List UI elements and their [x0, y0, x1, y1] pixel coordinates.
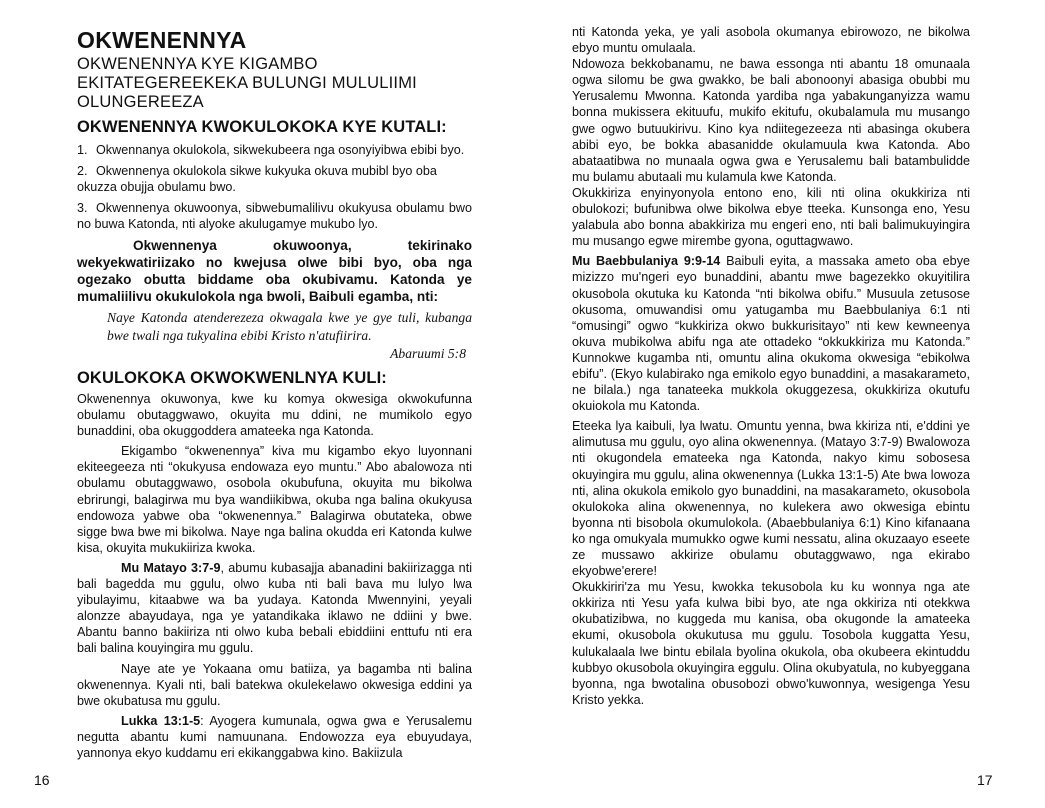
- body-paragraph: Okukkiriri'za mu Yesu, kwokka tekusobola ku ku wonnya nga ate okkiriza nti Yesu yafa kulwa bibi byo, ate nga okkiriza nti otekkwa okubatizibwa, no kuggeda mu kanisa, oba okugonde la amateeka ekumi, okusobola okukutusa mu ggulu. Tosobola kuggatta Yesu, kulukalaala lwe bintu ebilala byolina okukola, oba okubeera ekintuddu kubbyo okusobola okuyingira eggulu. Olina okubyatula, no kubyeggana byonna, nga bwotalina obusobozi obwo'kuwonnya, wesigenga Yesu Kristo yekka.: [572, 580, 970, 707]
- list-item-number: 1.: [77, 143, 88, 157]
- section-heading-not: OKWENENNYA KWOKULOKOKA KYE KUTALI:: [77, 118, 447, 136]
- list-item-number: 3.: [77, 201, 88, 215]
- list-item-text: Okwennanya okulokola, sikwekubeera nga osonyiyibwa ebibi byo.: [96, 143, 465, 157]
- list-item: [77, 163, 472, 195]
- list-item: [77, 200, 472, 232]
- list-item: [77, 142, 472, 158]
- list-item-number: 2.: [77, 164, 88, 178]
- page-number-left: 16: [34, 772, 50, 788]
- body-paragraph: Eteeka lya kaibuli, lya lwatu. Omuntu yenna, bwa kkiriza nti, e'ddini ye alimutusa mu ggulu, oyo alina okwenennya. (Matayo 3:7-9) Bwalowoza nti okugondela emateeka nga Katonda, nakyo kimu sobosesa okuyingira mu ggulu, alina okwenennya (Lukka 13:1-5) Ate bwa lowoza nti, alina okukola emikolo gyo bunaddini, na masakarameto, okusobola okulokoka alina okwenennya, no kulekera awo okwesiga ebintu byonna nti bisobola okumulokola. (Abaebbulaniya 6:1) Kino kifanaana ko nga omukyala mumukko ogwe kumi nessatu, alina okuzaayo eseete ze mussawo akkirize obulamu obutaggwawo, nga ekirabo ekyobwe'erere!: [572, 419, 970, 579]
- section-heading-is: OKULOKOKA OKWOKWENLNYA KULI:: [77, 369, 387, 387]
- paragraph-text: : Ayogera kumunala, ogwa gwa e Yerusalemu neguttа abantu kumi namuunana. Endowozza eya ebuyudaya, yannonya ekyo kuddamu eri ekikanggabwa kino. Bakiizula: [77, 713, 472, 760]
- scripture-citation: Abaruumi 5:8: [390, 346, 466, 361]
- list-item-text: Okwennenya okulokola sikwe kukyuka okuva mubibl byo oba okuzza obujja obulamu bwo.: [77, 164, 437, 194]
- negation-list: [77, 142, 472, 232]
- body-paragraph: [572, 253, 970, 414]
- emphasis-paragraph: Okwennenya okuwoonya, tekirinako wekyekwatiriizako no kwejusa olwe bibi byo, oba nga ogezako obutta biddame oba okubivamu. Katonda ye mumaliilivu okukulokola nga bwoli, Baibuli egamba, nti:: [77, 238, 472, 304]
- scripture-reference: Mu Matayo 3:7-9: [121, 560, 221, 575]
- body-paragraph: [77, 560, 472, 657]
- list-item-text: Okwennenya okuwoonya, sibwebumalilivu okukyusa obulamu bwo no buwa Katonda, nti alyoke akulugamye mukubo lyo.: [77, 201, 472, 231]
- paragraph-text: , abumu kubasajja abanadini bakiirizagga nti bali bagedda mu ggulu, olwo kuba nti bali bava mu lulyo lwa yibulayimu, kitaabwe wa ba yudaya. Katonda Mwennyini, yeyali alonzze abayudaya, nga ye yatandikaka iklawo ne ddiini y bwe. Abantu banno bakiiriza nti olwo kuba bebali ebiddiini enttufu nti era bali balina kouyingira mu ggulu.: [77, 560, 472, 656]
- right-page: [572, 24, 970, 776]
- scripture-reference: Mu Baebbulaniya 9:9-14: [572, 254, 721, 269]
- left-page: [77, 24, 472, 776]
- body-paragraph: Ndowoza bekkobanamu, ne bawa essonga nti abantu 18 omunaala ogwa silomu be gwa gwakko, be bali abonoonyi abasiga obubbi mu Yerusalemu Mwonna. Katonda yardiba nga yabakunganyizza wamu bonna mukissera ekituufu, mukifo ekitufu, okubalamula mu musango gwe ogwo butuukirivu. Kino kya ndiitegezeeza nti abasinga okubera abibi eyo, be bokka abasanidde okulamuula kwa Katonda. Abo abataatibwa no munaala ogwa gwa e Yerusalemu bali batambulidde mu bulamu abutaali mu kulamula kwe Katonda.: [572, 57, 970, 184]
- body-paragraph: Naye ate ye Yokaana omu batiiza, ya bagamba nti balina okwenennya. Kyali nti, bali batekwa okulekelawo okwesiga eddini ya bwe okubatusa mu ggulu.: [77, 661, 472, 708]
- page-title: OKWENENNYA: [77, 27, 247, 53]
- body-paragraph: [77, 713, 472, 761]
- page-subtitle: OKWENENNYA KYE KIGAMBO EKITATEGEREEKEKA BULUNGI MULULIIMI OLUNGEREEZA: [77, 55, 417, 111]
- body-paragraph: Ekigambo “okwenennya” kiva mu kigambo ekyo luyonnani ekiteegeeza nti “okukyusa endowaza eyo muntu.” Abo abalowoza nti obulamu obutaggwawo, osobola okubufuna, okuyita mu bikolwa ebrirungi, balagirwa mu bya wandiikibwa, okuba nga balina okukyusa endowoza yabwe oba “okwenennya.” Balagirwa obutateka, obwe sigge bwa bwe mi bikolwa. Naye nga balina okudda eri Katonda kulwe kisa, okuyita mukukiiriza kwoka.: [77, 444, 472, 555]
- page-number-right: 17: [977, 772, 993, 788]
- body-paragraph: Okwenennya okuwonya, kwe ku komya okwesiga okwokufunna obulamu obutaggwawo, okuyita mu ddini, ne mumikolo egyo bunaddini, oba okuggoddera amateeka nga Katonda.: [77, 392, 472, 439]
- body-paragraph: Okukkiriza enyinyonyola entono eno, kili nti olina okukkiriza nti obulokozi; bufunibwa olwe bikolwa ebye tteeka. Kunsonga eno, Yesu yalabula abo bonna abakkiriza mu engeri eno, nti bali balimukuyingira mu musango egwe mirembe gyona, oguttagwawo.: [572, 185, 970, 249]
- body-paragraph: nti Katonda yeka, ye yali asobola okumanya ebirowozo, ne bikolwa ebyo muntu omulaala.: [572, 25, 970, 56]
- scripture-quote: Naye Katonda atenderezeza okwagala kwe ye gye tuli, kubanga bwe twali nga tukyalina ebibi Kristo n'atufiirira.: [107, 310, 472, 343]
- scripture-reference: Lukka 13:1-5: [121, 713, 201, 728]
- paragraph-text: Baibuli eyita, a massaka ameto oba ebye mizizzo mu'ngeri eyo bunaddini, abantu mwe bagezekko okuyitilira okusobola okutuka ku Katonda “nti bikolwa obifu.” Musuula zetusose okusoma, omuwandisi omu yatugamba mu Baebbulaniya 6:1 nti “omusingi” ogwo “kukkiriza okwo bukkurisitayo” nti kew kewneenya okuva mubikolwa abifu nga ate ottadeko “okkukkiriza mu Katonda.” Kunnokwe kugamba nti, omuntu alina okukoma okwesiga “ebikolwa ebifu”. (Ekyo kulabirako nga emikolo egyo bunaddini, a masakarameto, ne bilala.) nga tanateeka mukkola okuggezesa, okukkiriza okutufu okuiokola mu Katonda.: [572, 254, 970, 414]
